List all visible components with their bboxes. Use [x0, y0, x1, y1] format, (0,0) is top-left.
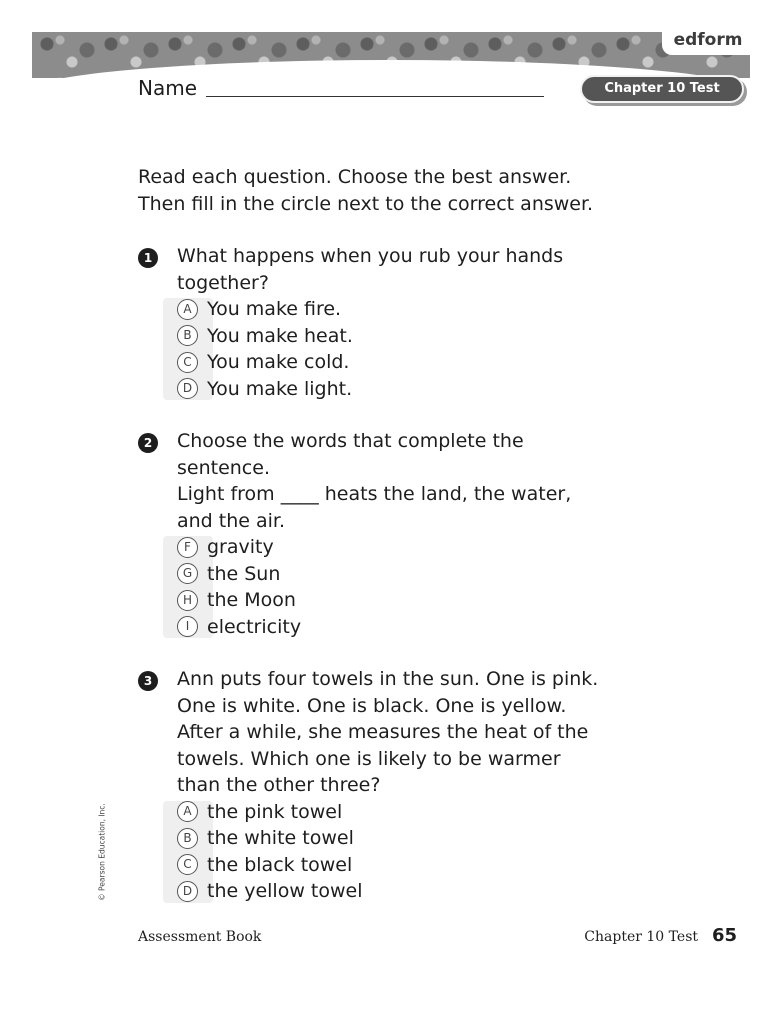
- answer-choice[interactable]: [177, 825, 638, 852]
- answer-choice[interactable]: [177, 349, 638, 376]
- question-line: After a while, she measures the heat of the: [177, 721, 589, 743]
- chapter-tag: Chapter 10 Test: [580, 75, 744, 103]
- question-line: One is white. One is black. One is yellow.: [177, 694, 567, 717]
- question-number-badge: 3: [138, 671, 158, 691]
- question-2: [138, 428, 638, 640]
- answer-text: the pink towel: [207, 800, 343, 823]
- directions-line: Read each question. Choose the best answer.: [138, 166, 572, 188]
- question-text: [177, 428, 637, 534]
- answer-choices: [177, 799, 638, 905]
- question-line: Light from ____ heats the land, the water,: [177, 483, 572, 505]
- answer-choice[interactable]: [177, 614, 638, 641]
- question-number-badge: 2: [138, 433, 158, 453]
- question-line: than the other three?: [177, 774, 381, 796]
- question-text: [177, 666, 637, 799]
- footer-chapter: Chapter 10 Test: [584, 929, 698, 945]
- answer-bubble[interactable]: A: [177, 299, 198, 320]
- answer-text: gravity: [207, 536, 274, 559]
- question-line: towels. Which one is likely to be warmer: [177, 747, 561, 770]
- answer-bubble[interactable]: D: [177, 378, 198, 399]
- question-line: sentence.: [177, 456, 270, 479]
- answer-choices: [177, 296, 638, 402]
- footer-book-title: Assessment Book: [138, 929, 262, 945]
- answer-bubble[interactable]: H: [177, 590, 198, 611]
- answer-choice[interactable]: [177, 852, 638, 879]
- answer-text: the white towel: [207, 827, 354, 850]
- copyright-notice: © Pearson Education, Inc.: [97, 803, 107, 901]
- directions: [138, 164, 658, 217]
- name-field-line: [206, 96, 544, 97]
- answer-choice[interactable]: [177, 799, 638, 826]
- question-3: [138, 666, 638, 905]
- answer-text: You make light.: [207, 377, 353, 400]
- brand-logo: edform: [662, 27, 754, 55]
- answer-bubble[interactable]: C: [177, 854, 198, 875]
- answer-bubble[interactable]: G: [177, 563, 198, 584]
- answer-choice[interactable]: [177, 587, 638, 614]
- answer-text: the yellow towel: [207, 880, 363, 903]
- answer-text: electricity: [207, 615, 302, 638]
- answer-bubble[interactable]: D: [177, 881, 198, 902]
- answer-choice[interactable]: [177, 534, 638, 561]
- answer-text: the Sun: [207, 562, 281, 585]
- answer-bubble[interactable]: I: [177, 616, 198, 637]
- answer-text: You make cold.: [207, 351, 350, 374]
- question-line: Choose the words that complete the: [177, 430, 524, 452]
- answer-choice[interactable]: [177, 878, 638, 905]
- question-line: together?: [177, 271, 269, 294]
- question-text: [177, 243, 637, 296]
- answer-text: You make fire.: [207, 298, 342, 321]
- question-line: Ann puts four towels in the sun. One is pink.: [177, 668, 599, 690]
- answer-text: the Moon: [207, 589, 296, 612]
- answer-bubble[interactable]: B: [177, 325, 198, 346]
- answer-bubble[interactable]: C: [177, 352, 198, 373]
- answer-choice[interactable]: [177, 561, 638, 588]
- answer-bubble[interactable]: B: [177, 828, 198, 849]
- question-number-badge: 1: [138, 248, 158, 268]
- answer-text: the black towel: [207, 853, 353, 876]
- answer-bubble[interactable]: A: [177, 801, 198, 822]
- name-label: Name: [138, 76, 198, 100]
- question-1: [138, 243, 638, 402]
- answer-choice[interactable]: [177, 376, 638, 403]
- answer-text: You make heat.: [207, 324, 353, 347]
- answer-choices: [177, 534, 638, 640]
- page-number: 65: [712, 925, 738, 946]
- question-line: and the air.: [177, 509, 286, 532]
- answer-choice[interactable]: [177, 296, 638, 323]
- answer-choice[interactable]: [177, 323, 638, 350]
- question-line: What happens when you rub your hands: [177, 245, 564, 267]
- answer-bubble[interactable]: F: [177, 537, 198, 558]
- directions-line: Then fill in the circle next to the correct answer.: [138, 192, 594, 215]
